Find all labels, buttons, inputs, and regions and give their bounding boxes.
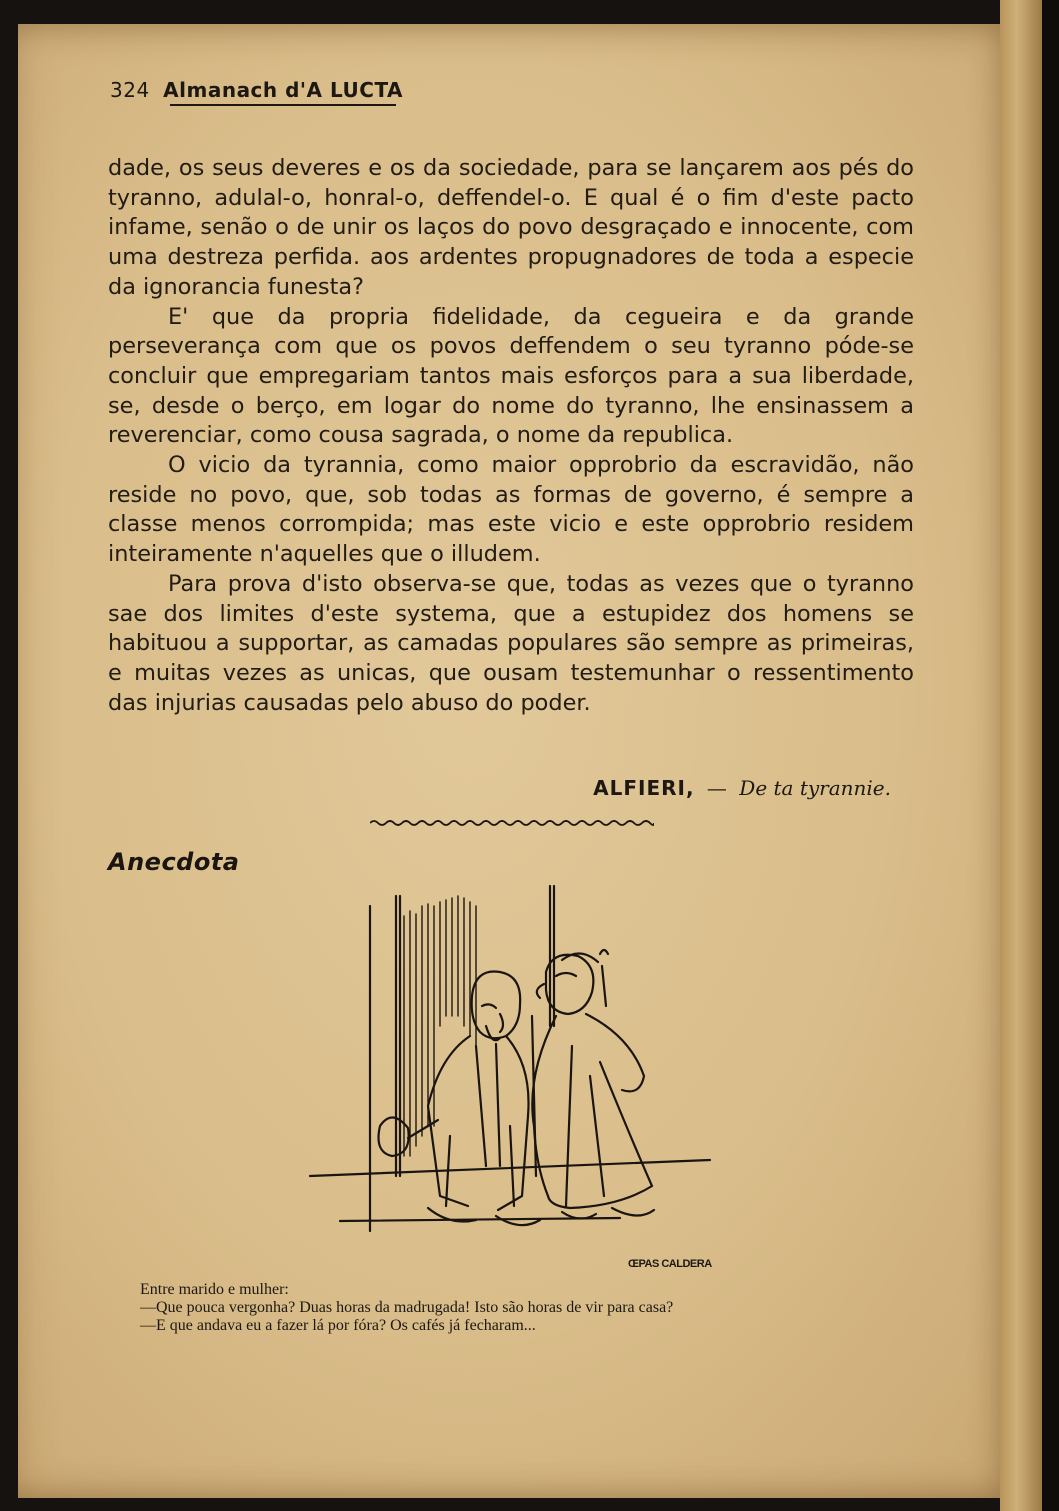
page-number: 324 [110,78,150,102]
running-header [110,78,403,102]
anecdote-caption [140,1281,900,1335]
quote-attribution [593,776,891,800]
attribution-work: De ta tyrannie. [739,776,891,800]
article-body [108,154,914,718]
cartoon-illustration [300,876,720,1276]
paragraph: dade, os seus deveres e os da sociedade, para se lançarem aos pés do tyranno, adulal-o, honral-o, deffendel-o. E qual é o fim d'este pacto infame, senão o de unir os laços do povo desgraçado e innocente, com uma destreza perfida. aos ardentes propugnadores de toda a especie da ignorancia funesta? [108,155,914,300]
paragraph: Para prova d'isto observa-se que, todas as vezes que o tyranno sae dos limites d'este systema, que a estupidez dos homens se habituou a supportar, as camadas populares são sempre as primeiras, e muitas vezes as unicas, que ousam testemunhar o ressentimento das injurias causadas pelo abuso do poder. [108,570,914,716]
decorative-wave-divider [370,818,654,828]
running-title: Almanach d'A LUCTA [163,78,404,102]
artist-signature: ŒPAS CALDERA [628,1258,712,1270]
header-underline [170,104,396,106]
book-spine [1000,0,1042,1511]
section-title: Anecdota [108,848,240,876]
attribution-author: ALFIERI, [593,776,695,800]
paragraph: E' que da propria fidelidade, da cegueira e da grande perseverança com que os povos deffendem o seu tyranno póde-se concluir que empregariam tantos mais esforços para a sua liberdade, se, desde o berço, em logar do nome do tyranno, lhe ensinassem a reverenciar, como cousa sagrada, o nome da republica. [108,303,914,449]
caption-line: —Que pouca vergonha? Duas horas da madrugada! Isto são horas de vir para casa? [140,1299,674,1316]
paragraph: O vicio da tyrannia, como maior opprobrio da escravidão, não reside no povo, que, sob todas as formas de governo, é sempre a classe menos corrompida; mas este vicio e este opprobrio residem inteiramente n'aquelles que o illudem. [108,452,914,568]
attribution-dash: — [706,776,727,800]
caption-line: —E que andava eu a fazer lá por fóra? Os cafés já fecharam... [140,1317,536,1334]
caption-line: Entre marido e mulher: [140,1281,289,1298]
scan-edge [1042,0,1059,1511]
